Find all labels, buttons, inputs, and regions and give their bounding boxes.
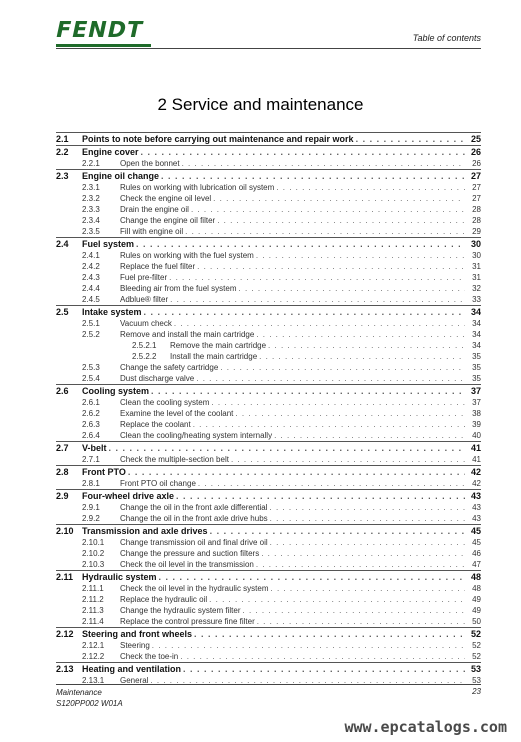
toc-entry[interactable] [56,537,481,548]
toc-entry-page: 38 [472,409,481,418]
toc-dot-leader [261,548,465,559]
toc-entry-number: 2.12 [56,629,74,639]
toc-entry-number: 2.7.1 [82,455,100,464]
header-section-title: Table of contents [412,33,481,43]
toc-entry-title: Drain the engine oil [120,205,189,214]
toc-entry[interactable] [56,237,481,250]
toc-entry-title: Remove the main cartridge [170,341,267,350]
toc-dot-leader [183,663,465,675]
toc-dot-leader [209,594,465,605]
toc-entry-number: 2.2.1 [82,159,100,168]
toc-entry-page: 34 [470,307,481,317]
toc-entry-number: 2.10 [56,526,74,536]
toc-entry-title: Clean the cooling/heating system internally [120,431,273,440]
toc-dot-leader [268,340,465,351]
toc-entry-number: 2.3.3 [82,205,100,214]
toc-entry-page: 37 [472,398,481,407]
toc-entry-number: 2.4.5 [82,295,100,304]
toc-dot-leader [259,351,465,362]
toc-entry-title: Front PTO oil change [120,479,196,488]
toc-entry-title: Dust discharge valve [120,374,195,383]
toc-entry[interactable] [56,132,481,145]
toc-entry-number: 2.9.2 [82,514,100,523]
toc-dot-leader [197,261,465,272]
fendt-logo: FENDT [53,18,146,43]
toc-entry-page: 37 [470,386,481,396]
toc-entry-number: 2.1 [56,134,69,144]
toc-dot-leader [213,193,465,204]
toc-entry[interactable] [56,384,481,397]
toc-entry[interactable] [56,441,481,454]
toc-entry-number: 2.6.4 [82,431,100,440]
toc-entry-page: 26 [470,147,481,157]
toc-dot-leader [270,537,465,548]
toc-dot-leader [109,442,465,454]
toc-entry-page: 30 [472,251,481,260]
toc-entry[interactable] [56,215,481,226]
toc-entry-page: 35 [472,363,481,372]
toc-entry-page: 43 [472,503,481,512]
toc-dot-leader [211,397,465,408]
toc-entry-number: 2.3.5 [82,227,100,236]
toc-dot-leader [128,466,465,478]
toc-dot-leader [180,651,465,662]
toc-entry-number: 2.11 [56,572,74,582]
toc-entry[interactable] [56,570,481,583]
toc-entry-title: Front PTO [82,467,126,477]
toc-entry-number: 2.3.4 [82,216,100,225]
toc-dot-leader [141,146,465,158]
toc-dot-leader [210,525,465,537]
toc-entry-page: 30 [470,239,481,249]
footer-doc-info [56,687,123,709]
toc-entry-title: Adblue® filter [120,295,169,304]
toc-dot-leader [169,272,465,283]
toc-entry[interactable] [56,250,481,261]
toc-entry-page: 43 [472,514,481,523]
toc-entry-title: Engine oil change [82,171,160,181]
toc-entry-title: Steering and front wheels [82,629,193,639]
toc-entry[interactable] [56,513,481,524]
toc-entry-title: Replace the hydraulic oil [120,595,208,604]
toc-dot-leader [270,502,465,513]
toc-entry[interactable] [56,662,481,675]
toc-entry-title: Replace the coolant [120,420,191,429]
toc-dot-leader [239,283,466,294]
toc-entry-page: 49 [472,595,481,604]
toc-entry-page: 35 [472,374,481,383]
footer-manual-name: Maintenance [56,688,102,697]
toc-entry[interactable] [56,454,481,465]
toc-entry[interactable] [56,145,481,158]
toc-entry[interactable] [56,193,481,204]
toc-entry[interactable] [56,158,481,169]
toc-entry-page: 41 [472,455,481,464]
toc-entry-number: 2.3 [56,171,69,181]
toc-dot-leader [257,616,465,627]
toc-entry-title: Fuel system [82,239,135,249]
toc-dot-leader [144,306,465,318]
toc-entry-number: 2.11.4 [82,617,104,626]
toc-entry-title: Clean the cooling system [120,398,210,407]
toc-entry[interactable] [56,169,481,182]
toc-entry-title: Heating and ventilation [82,664,182,674]
toc-entry-page: 53 [472,676,481,685]
toc-entry-title: Change the hydraulic system filter [120,606,241,615]
toc-entry-number: 2.8 [56,467,69,477]
toc-entry[interactable] [56,559,481,570]
toc-entry-page: 31 [472,273,481,282]
toc-entry-number: 2.4.3 [82,273,100,282]
toc-entry-page: 34 [472,319,481,328]
toc-entry-title: Fill with engine oil [120,227,184,236]
toc-entry-title: Check the oil level in the transmission [120,560,254,569]
toc-dot-leader [196,373,465,384]
toc-entry-number: 2.5.2 [82,330,100,339]
toc-entry-number: 2.9.1 [82,503,100,512]
toc-entry[interactable] [56,465,481,478]
toc-entry-title: Check the engine oil level [120,194,212,203]
footer-divider [56,684,481,685]
toc-entry[interactable] [56,204,481,215]
toc-entry-title: Check the oil level in the hydraulic system [120,584,269,593]
watermark-url: www.epcatalogs.com [344,718,507,736]
toc-dot-leader [235,408,465,419]
toc-dot-leader [243,605,466,616]
toc-entry-number: 2.3.1 [82,183,100,192]
toc-entry-number: 2.4.2 [82,262,100,271]
toc-entry-page: 33 [472,295,481,304]
toc-entry[interactable] [56,261,481,272]
toc-entry[interactable] [56,651,481,662]
toc-entry-page: 45 [472,538,481,547]
toc-entry[interactable] [56,329,481,340]
toc-entry[interactable] [56,408,481,419]
toc-entry-number: 2.5.1 [82,319,100,328]
toc-dot-leader [256,559,465,570]
toc-entry-title: Fuel pre-filter [120,273,168,282]
toc-dot-leader [217,215,465,226]
toc-entry-number: 2.7 [56,443,69,453]
toc-entry-title: Four-wheel drive axle [82,491,175,501]
toc-dot-leader [193,419,465,430]
toc-entry[interactable] [56,373,481,384]
toc-entry-number: 2.12.2 [82,652,105,661]
toc-entry[interactable] [56,318,481,329]
toc-entry-number: 2.5.2.1 [132,341,157,350]
toc-entry[interactable] [56,616,481,627]
toc-entry-number: 2.5.3 [82,363,100,372]
toc-entry-page: 34 [472,330,481,339]
toc-entry-title: Cooling system [82,386,150,396]
toc-entry-page: 52 [470,629,481,639]
toc-entry-number: 2.13 [56,664,74,674]
toc-entry-title: Vacuum check [120,319,172,328]
toc-entry-number: 2.2 [56,147,69,157]
toc-entry-title: Check the multiple-section belt [120,455,229,464]
toc-entry-page: 25 [470,134,481,144]
toc-dot-leader [256,329,465,340]
toc-entry-title: Change the pressure and suction filters [120,549,260,558]
toc-entry-number: 2.4.4 [82,284,100,293]
toc-entry[interactable] [56,583,481,594]
toc-entry-number: 2.11.3 [82,606,104,615]
toc-dot-leader [198,478,465,489]
toc-entry[interactable] [56,627,481,640]
toc-entry-page: 49 [472,606,481,615]
toc-entry-page: 27 [470,171,481,181]
toc-dot-leader [174,318,465,329]
toc-entry-title: Check the toe-in [120,652,179,661]
toc-entry-number: 2.6 [56,386,69,396]
toc-entry-number: 2.13.1 [82,676,105,685]
toc-dot-leader [276,182,465,193]
toc-entry-title: Points to note before carrying out maintenance and repair work [82,134,354,144]
toc-entry-number: 2.4 [56,239,69,249]
toc-entry[interactable] [56,351,481,362]
toc-entry-page: 42 [470,467,481,477]
toc-entry-title: Replace the fuel filter [120,262,196,271]
toc-entry-page: 27 [472,183,481,192]
toc-entry-number: 2.10.2 [82,549,105,558]
toc-entry-title: Rules on working with lubrication oil system [120,183,275,192]
toc-entry[interactable] [56,430,481,441]
toc-dot-leader [270,513,465,524]
toc-entry[interactable] [56,283,481,294]
toc-entry[interactable] [56,502,481,513]
toc-entry-title: Change the engine oil filter [120,216,216,225]
toc-entry-title: Open the bonnet [120,159,180,168]
toc-entry-number: 2.5 [56,307,69,317]
toc-entry[interactable] [56,272,481,283]
toc-entry-page: 45 [470,526,481,536]
footer-doc-code: S120PP002 W01A [56,699,123,708]
toc-entry-title: Examine the level of the coolant [120,409,234,418]
toc-entry-page: 48 [470,572,481,582]
toc-entry-page: 43 [470,491,481,501]
toc-entry-number: 2.11.1 [82,584,104,593]
toc-entry-number: 2.5.2.2 [132,352,157,361]
toc-entry-number: 2.8.1 [82,479,100,488]
toc-entry[interactable] [56,640,481,651]
toc-entry-number: 2.10.3 [82,560,105,569]
toc-entry-page: 26 [472,159,481,168]
toc-dot-leader [356,133,465,145]
toc-entry-title: Rules on working with the fuel system [120,251,254,260]
toc-entry-page: 32 [472,284,481,293]
toc-dot-leader [136,238,465,250]
toc-entry-page: 28 [472,205,481,214]
toc-entry-title: Intake system [82,307,142,317]
toc-entry-title: Engine cover [82,147,139,157]
toc-entry[interactable] [56,305,481,318]
toc-entry-page: 34 [472,341,481,350]
toc-entry-number: 2.6.1 [82,398,100,407]
toc-entry[interactable] [56,489,481,502]
toc-entry-number: 2.6.2 [82,409,100,418]
toc-entry-title: Change transmission oil and final drive oil [120,538,268,547]
toc-entry-title: Remove and install the main cartridge [120,330,255,339]
logo-underline [56,44,151,47]
footer-page-number: 23 [472,687,481,696]
toc-dot-leader [274,430,465,441]
toc-entry-page: 46 [472,549,481,558]
toc-entry[interactable] [56,226,481,237]
toc-entry[interactable] [56,419,481,430]
toc-entry[interactable] [56,397,481,408]
toc-entry-title: Replace the control pressure fine filter [120,617,255,626]
toc-entry-page: 35 [472,352,481,361]
toc-dot-leader [231,454,465,465]
toc-entry-number: 2.6.3 [82,420,100,429]
toc-entry-page: 48 [472,584,481,593]
toc-entry[interactable] [56,182,481,193]
toc-entry[interactable] [56,294,481,305]
toc-entry-page: 39 [472,420,481,429]
toc-entry-title: Change the safety cartridge [120,363,219,372]
chapter-title: 2 Service and maintenance [157,95,364,115]
toc-entry-title: V-belt [82,443,107,453]
toc-entry-page: 52 [472,652,481,661]
toc-entry-page: 40 [472,431,481,440]
toc-dot-leader [152,640,465,651]
toc-entry[interactable] [56,605,481,616]
toc-entry-number: 2.12.1 [82,641,105,650]
toc-entry-title: Steering [120,641,150,650]
toc-entry-page: 47 [472,560,481,569]
toc-entry[interactable] [56,340,481,351]
table-of-contents [56,132,481,686]
toc-entry[interactable] [56,548,481,559]
toc-entry-title: Change the oil in the front axle differential [120,503,268,512]
toc-entry-title: Hydraulic system [82,572,157,582]
toc-dot-leader [170,294,465,305]
header-divider [56,48,481,49]
toc-entry-number: 2.5.4 [82,374,100,383]
toc-entry-page: 41 [470,443,481,453]
toc-entry-title: Change the oil in the front axle drive hubs [120,514,268,523]
toc-dot-leader [220,362,465,373]
toc-entry[interactable] [56,594,481,605]
toc-dot-leader [176,490,465,502]
toc-dot-leader [161,170,465,182]
toc-entry-page: 28 [472,216,481,225]
toc-entry-page: 50 [472,617,481,626]
toc-dot-leader [256,250,465,261]
toc-entry-number: 2.10.1 [82,538,105,547]
toc-dot-leader [182,158,465,169]
toc-entry[interactable] [56,362,481,373]
toc-dot-leader [271,583,465,594]
toc-entry-title: Bleeding air from the fuel system [120,284,237,293]
toc-dot-leader [151,385,465,397]
toc-entry-page: 42 [472,479,481,488]
toc-entry-number: 2.11.2 [82,595,104,604]
toc-entry-number: 2.9 [56,491,69,501]
toc-entry[interactable] [56,524,481,537]
toc-entry-page: 27 [472,194,481,203]
toc-entry[interactable] [56,478,481,489]
toc-dot-leader [159,571,465,583]
toc-dot-leader [191,204,465,215]
toc-entry-page: 52 [472,641,481,650]
toc-entry-page: 53 [470,664,481,674]
toc-entry-number: 2.3.2 [82,194,100,203]
toc-entry-title: Transmission and axle drives [82,526,208,536]
toc-entry-title: General [120,676,149,685]
toc-entry-title: Install the main cartridge [170,352,258,361]
toc-entry-page: 31 [472,262,481,271]
toc-dot-leader [185,226,465,237]
toc-entry-page: 29 [472,227,481,236]
toc-entry-number: 2.4.1 [82,251,100,260]
toc-dot-leader [194,628,465,640]
